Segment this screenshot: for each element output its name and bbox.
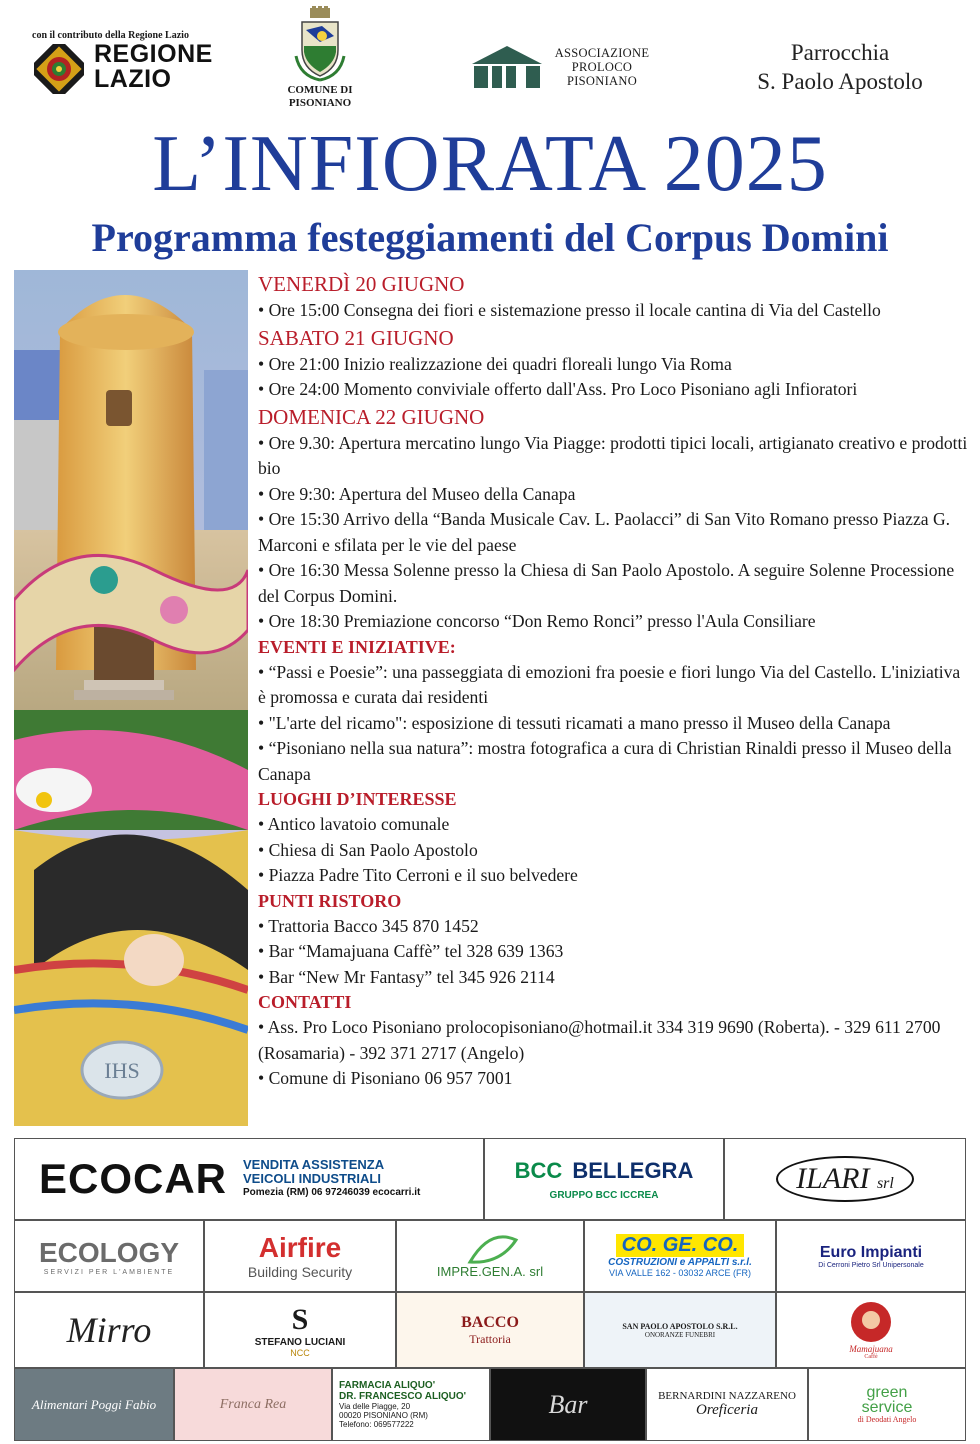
sponsor-mamajuana [776, 1292, 966, 1368]
regione-lazio-logo [34, 44, 84, 94]
regione-name-line1: REGIONE [94, 40, 213, 68]
comune-coat-of-arms [292, 6, 348, 82]
bcc-group: GRUPPO BCC ICCREA [549, 1189, 659, 1201]
place-item: • Piazza Padre Tito Cerroni e il suo belvedere [258, 863, 970, 889]
luciani-name: STEFANO LUCIANI [254, 1336, 346, 1348]
contact-item: • Ass. Pro Loco Pisoniano prolocopisoniano@hotmail.it 334 319 9690 (Roberta). - 329 611 2700 (Rosamaria) - 392 371 2717 (Angelo) [258, 1015, 970, 1066]
program [258, 270, 970, 1092]
sponsor-farmacia [332, 1368, 490, 1441]
green-name2: service [861, 1399, 913, 1416]
proloco-logo [472, 46, 542, 88]
page-title: L’INFIORATA 2025 [152, 120, 828, 208]
farmacia-line1: FARMACIA ALIQUO' [339, 1380, 436, 1391]
sponsor-cogeco [584, 1220, 776, 1292]
program-item: • Ore 18:30 Premiazione concorso “Don Remo Ronci” presso l'Aula Consiliare [258, 609, 970, 635]
leaf-icon [460, 1234, 520, 1264]
ecocar-name: ECOCAR [39, 1155, 228, 1202]
event-item: • "L'arte del ricamo": esposizione di tessuti ricamati a mano presso il Museo della Canapa [258, 711, 970, 737]
bcc-name: BELLEGRA [572, 1157, 694, 1183]
cogeco-address: VIA VALLE 162 - 03032 ARCE (FR) [609, 1268, 751, 1278]
bacco-name: BACCO [461, 1313, 519, 1331]
ecology-tag: SERVIZI PER L'AMBIENTE [43, 1268, 175, 1276]
bcc-logo [515, 1158, 694, 1184]
salone-name: Franca Rea [219, 1396, 287, 1412]
ilari-suffix: srl [876, 1175, 894, 1192]
ilari-logo [776, 1156, 914, 1202]
events-heading: EVENTI E INIZIATIVE: [258, 636, 456, 657]
places-heading: LUOGHI D’INTERESSE [258, 789, 457, 809]
event-item: • “Passi e Poesie”: una passeggiata di emozioni fra poesie e fiori lungo Via del Castello. L'iniziativa è promossa e curata dai residenti [258, 660, 970, 711]
mamajuana-logo-icon [846, 1300, 896, 1344]
sponsor-airfire [204, 1220, 396, 1292]
sponsor-ecology [14, 1220, 204, 1292]
saturday-heading: SABATO 21 GIUGNO [258, 325, 454, 350]
ihs-monogram: IHS [104, 1058, 140, 1083]
green-owner: di Deodati Angelo [857, 1415, 917, 1424]
sponsor-mirro [14, 1292, 204, 1368]
euro-tag: Di Cerroni Pietro Srl Unipersonale [818, 1261, 924, 1269]
sponsor-bar [490, 1368, 646, 1441]
cogeco-name: CO. GE. CO. [616, 1234, 745, 1257]
place-item: • Chiesa di San Paolo Apostolo [258, 838, 970, 864]
food-heading: PUNTI RISTORO [258, 890, 402, 911]
airfire-tag: Building Security [247, 1264, 353, 1280]
program-item: • Ore 16:30 Messa Solenne presso la Chiesa di San Paolo Apostolo. A seguire Solenne Processione del Corpus Domini. [258, 558, 970, 609]
farmacia-address: Via delle Piagge, 20 [339, 1402, 411, 1411]
sponsor-bernardini [646, 1368, 808, 1441]
luciani-tag: NCC [290, 1347, 310, 1358]
sanpaolo-name: SAN PAOLO APOSTOLO S.R.L. [622, 1321, 738, 1331]
sponsor-luciani [204, 1292, 396, 1368]
sponsor-euro-impianti [776, 1220, 966, 1292]
program-item: • Ore 15:00 Consegna dei fiori e sistemazione presso il locale cantina di Via del Castello [258, 298, 970, 324]
parrocchia-name: Parrocchia S. Paolo Apostolo [757, 40, 923, 94]
regione-contribution-note: con il contributo della Regione Lazio [32, 30, 189, 41]
sponsors [14, 1138, 966, 1441]
alimentari-name: Alimentari Poggi Fabio [31, 1396, 157, 1412]
contact-item: • Comune di Pisoniano 06 957 7001 [258, 1066, 970, 1092]
farmacia-phone: Telefono: 069577222 [339, 1420, 414, 1429]
bcc-label: BCC [514, 1157, 563, 1183]
program-item: • Ore 9:30: Apertura del Museo della Canapa [258, 482, 970, 508]
header [0, 0, 980, 118]
sponsor-ecocar [14, 1138, 484, 1220]
green-name1: green [866, 1384, 908, 1401]
ecology-name: ECOLOGY [38, 1236, 179, 1268]
euro-name: Euro Impianti [819, 1243, 923, 1261]
ecocar-line2: VEICOLI INDUSTRIALI [243, 1171, 381, 1186]
sponsor-san-paolo [584, 1292, 776, 1368]
event-item: • “Pisoniano nella sua natura”: mostra fotografica a cura di Christian Rinaldi presso il Museo della Canapa [258, 736, 970, 787]
program-item: • Ore 24:00 Momento conviviale offerto dall'Ass. Pro Loco Pisoniano agli Infioratori [258, 377, 970, 403]
bacco-tag: Trattoria [469, 1331, 511, 1346]
sanpaolo-tag: ONORANZE FUNEBRI [644, 1330, 716, 1339]
luciani-logo: S [291, 1302, 309, 1336]
proloco-name: ASSOCIAZIONE PROLOCO PISONIANO [554, 46, 650, 88]
cogeco-tag: COSTRUZIONI e APPALTI s.r.l. [608, 1257, 752, 1268]
sponsor-alimentari [14, 1368, 174, 1441]
airfire-name: Airfire [258, 1232, 342, 1263]
food-item: • Bar “Mamajuana Caffè” tel 328 639 1363 [258, 939, 970, 965]
regione-lazio-name [94, 42, 213, 92]
farmacia-city: 00020 PISONIANO (RM) [339, 1411, 428, 1420]
ecocar-phone: 06 97246039 [311, 1187, 370, 1198]
food-item: • Bar “New Mr Fantasy” tel 345 926 2114 [258, 965, 970, 991]
bar-name: Bar [548, 1389, 588, 1419]
food-item: • Trattoria Bacco 345 870 1452 [258, 914, 970, 940]
sponsor-impregena [396, 1220, 584, 1292]
sunday-heading: DOMENICA 22 GIUGNO [258, 404, 485, 429]
mamajuana-name: Mamajuana [849, 1344, 893, 1354]
ecocar-details [243, 1158, 420, 1200]
comune-name: COMUNE DI PISONIANO [287, 84, 353, 109]
sponsor-bcc [484, 1138, 724, 1220]
page-subtitle: Programma festeggiamenti del Corpus Domini [91, 215, 889, 260]
sponsor-ilari [724, 1138, 966, 1220]
infiorata-painting [14, 270, 248, 1126]
mirro-name: Mirro [66, 1310, 152, 1350]
regione-name-line2: LAZIO [94, 65, 172, 93]
bernardini-name: BERNARDINI NAZZARENO [658, 1390, 796, 1402]
ecocar-contact [243, 1186, 420, 1200]
ecocar-city: Pomezia (RM) [243, 1187, 309, 1198]
ilari-name: ILARI [796, 1162, 870, 1195]
sponsor-green-service [808, 1368, 966, 1441]
program-item: • Ore 9.30: Apertura mercatino lungo Via Piagge: prodotti tipici locali, artigianato creativo e prodotti bio [258, 431, 970, 482]
mamajuana-tag: Caffè [864, 1354, 878, 1360]
bernardini-tag: Oreficeria [696, 1402, 758, 1418]
sponsor-salone [174, 1368, 332, 1441]
program-item: • Ore 15:30 Arrivo della “Banda Musicale Cav. L. Paolacci” di San Vito Romano presso Piazza G. Marconi e sfilata per le vie del paese [258, 507, 970, 558]
sponsor-bacco [396, 1292, 584, 1368]
friday-heading: VENERDÌ 20 GIUGNO [258, 272, 465, 296]
ecocar-line1: VENDITA ASSISTENZA [243, 1157, 385, 1172]
impregena-name: IMPRE.GEN.A. srl [436, 1263, 544, 1279]
ecocar-web: ecocarri.it [372, 1187, 421, 1198]
farmacia-line2: DR. FRANCESCO ALIQUO' [339, 1391, 467, 1402]
contacts-heading: CONTATTI [258, 992, 352, 1012]
program-item: • Ore 21:00 Inizio realizzazione dei quadri floreali lungo Via Roma [258, 352, 970, 378]
place-item: • Antico lavatoio comunale [258, 812, 970, 838]
